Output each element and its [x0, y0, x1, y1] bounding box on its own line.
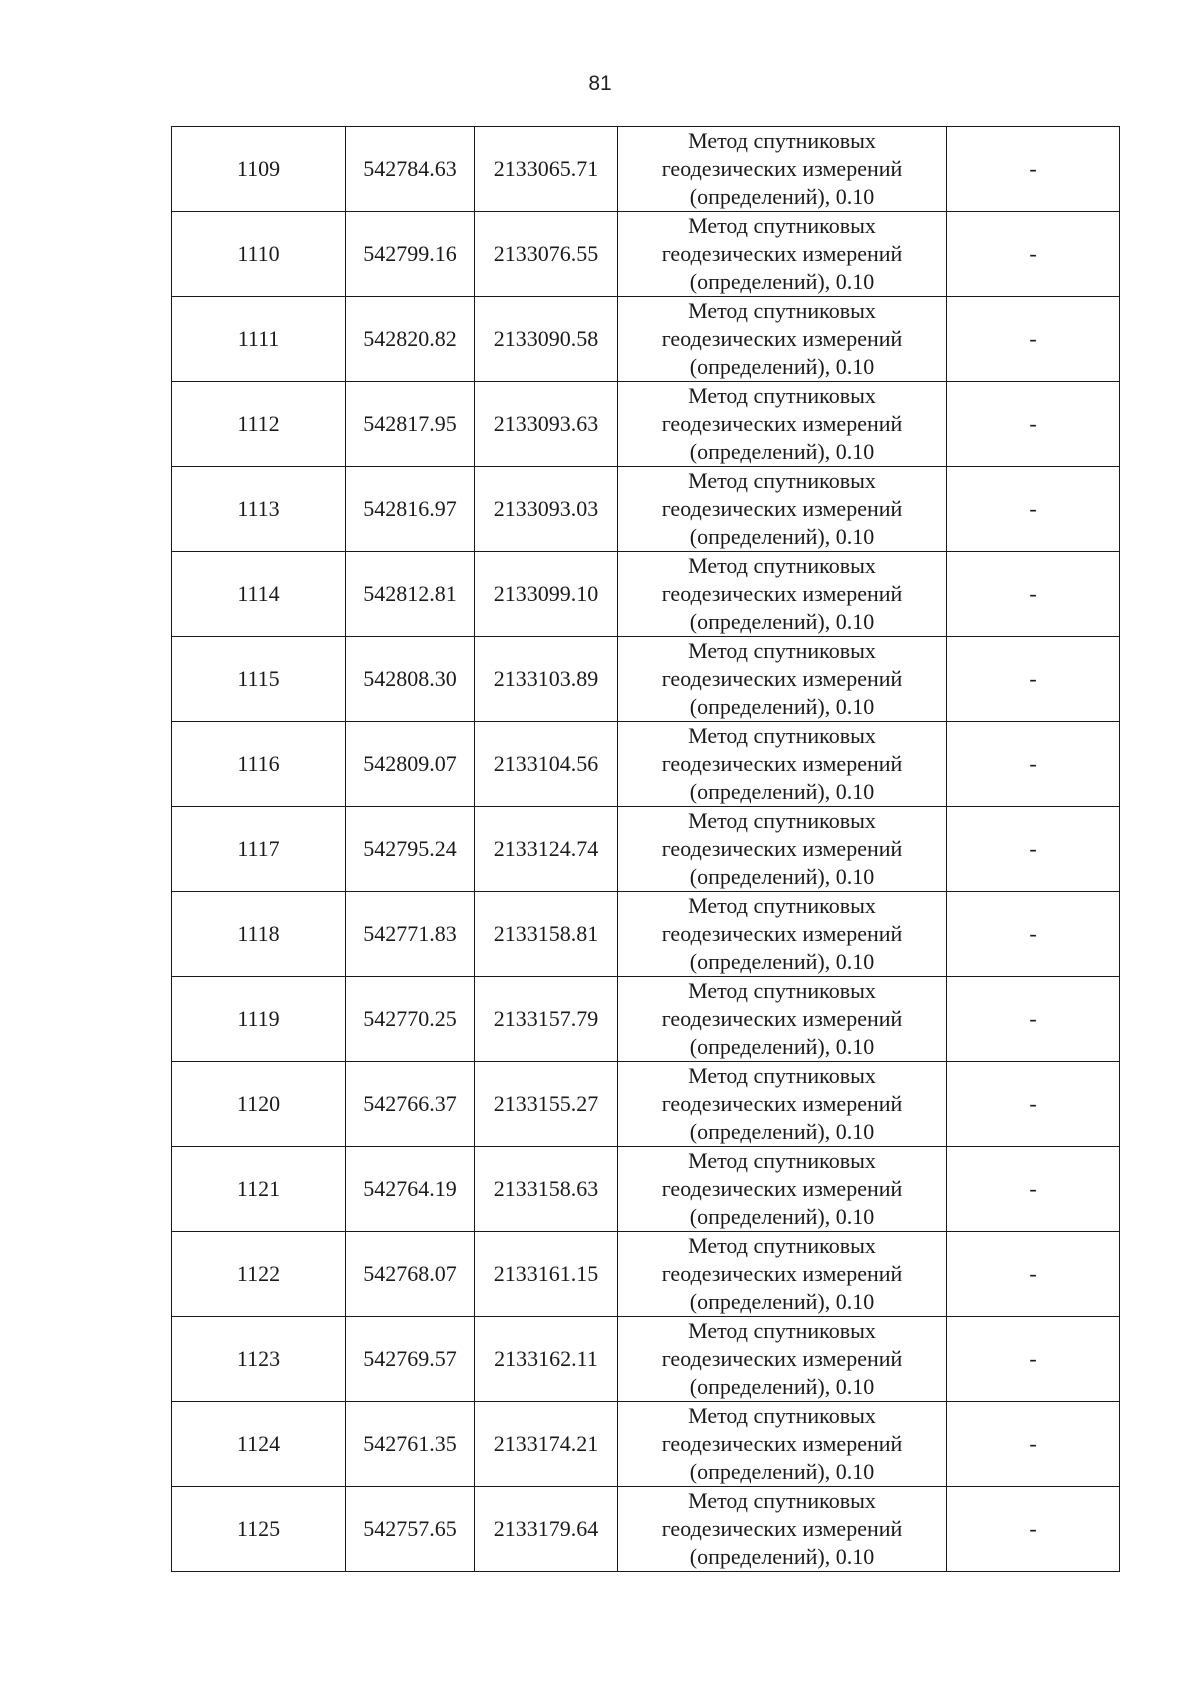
method-text-line-3: (определений), 0.10	[689, 1374, 875, 1399]
note-cell: -	[947, 297, 1120, 382]
point-number-cell: 1124	[172, 1402, 346, 1487]
point-number-cell: 1116	[172, 722, 346, 807]
method-cell	[618, 807, 947, 892]
table-row	[172, 467, 1120, 552]
x-coordinate-cell: 542770.25	[346, 977, 475, 1062]
method-text-line-1: Метод спутниковых	[688, 468, 876, 493]
y-coordinate-cell: 2133103.89	[475, 637, 618, 722]
note-cell: -	[947, 467, 1120, 552]
method-text-line-2: геодезических измерений	[661, 1346, 903, 1371]
method-text-line-1: Метод спутниковых	[688, 1488, 876, 1513]
y-coordinate-cell: 2133158.81	[475, 892, 618, 977]
point-number-cell: 1120	[172, 1062, 346, 1147]
method-text-line-3: (определений), 0.10	[689, 1204, 875, 1229]
method-text-line-3: (определений), 0.10	[689, 864, 875, 889]
y-coordinate-cell: 2133124.74	[475, 807, 618, 892]
x-coordinate-cell: 542768.07	[346, 1232, 475, 1317]
method-text-line-3: (определений), 0.10	[689, 694, 875, 719]
x-coordinate-cell: 542816.97	[346, 467, 475, 552]
method-text-line-2: геодезических измерений	[661, 1431, 903, 1456]
method-text-line-3: (определений), 0.10	[689, 354, 875, 379]
method-text-line-3: (определений), 0.10	[689, 439, 875, 464]
method-cell	[618, 722, 947, 807]
table-row	[172, 297, 1120, 382]
table-row	[172, 127, 1120, 212]
point-number-cell: 1119	[172, 977, 346, 1062]
y-coordinate-cell: 2133155.27	[475, 1062, 618, 1147]
method-text-line-2: геодезических измерений	[661, 666, 903, 691]
method-cell	[618, 892, 947, 977]
y-coordinate-cell: 2133179.64	[475, 1487, 618, 1572]
method-text-line-2: геодезических измерений	[661, 1091, 903, 1116]
note-cell: -	[947, 127, 1120, 212]
table-row	[172, 977, 1120, 1062]
point-number-cell: 1113	[172, 467, 346, 552]
method-cell	[618, 467, 947, 552]
note-cell: -	[947, 977, 1120, 1062]
note-cell: -	[947, 552, 1120, 637]
method-cell	[618, 1147, 947, 1232]
method-cell	[618, 1062, 947, 1147]
point-number-cell: 1122	[172, 1232, 346, 1317]
table-row	[172, 552, 1120, 637]
x-coordinate-cell: 542812.81	[346, 552, 475, 637]
method-text-line-2: геодезических измерений	[661, 326, 903, 351]
method-text-line-2: геодезических измерений	[661, 241, 903, 266]
x-coordinate-cell: 542799.16	[346, 212, 475, 297]
method-text-line-1: Метод спутниковых	[688, 1403, 876, 1428]
point-number-cell: 1110	[172, 212, 346, 297]
note-cell: -	[947, 1402, 1120, 1487]
method-text-line-1: Метод спутниковых	[688, 1148, 876, 1173]
method-text-line-1: Метод спутниковых	[688, 213, 876, 238]
method-cell	[618, 552, 947, 637]
table-row	[172, 1232, 1120, 1317]
note-cell: -	[947, 1317, 1120, 1402]
point-number-cell: 1123	[172, 1317, 346, 1402]
note-cell: -	[947, 637, 1120, 722]
note-cell: -	[947, 1232, 1120, 1317]
method-text-line-2: геодезических измерений	[661, 921, 903, 946]
point-number-cell: 1117	[172, 807, 346, 892]
y-coordinate-cell: 2133093.63	[475, 382, 618, 467]
x-coordinate-cell: 542764.19	[346, 1147, 475, 1232]
method-cell	[618, 1487, 947, 1572]
note-cell: -	[947, 1487, 1120, 1572]
note-cell: -	[947, 722, 1120, 807]
x-coordinate-cell: 542761.35	[346, 1402, 475, 1487]
note-cell: -	[947, 807, 1120, 892]
point-number-cell: 1121	[172, 1147, 346, 1232]
method-cell	[618, 297, 947, 382]
table-row	[172, 637, 1120, 722]
method-text-line-1: Метод спутниковых	[688, 893, 876, 918]
x-coordinate-cell: 542809.07	[346, 722, 475, 807]
y-coordinate-cell: 2133090.58	[475, 297, 618, 382]
coordinates-table	[171, 126, 1120, 1572]
note-cell: -	[947, 1062, 1120, 1147]
method-text-line-1: Метод спутниковых	[688, 298, 876, 323]
method-text-line-1: Метод спутниковых	[688, 1063, 876, 1088]
table-row	[172, 1317, 1120, 1402]
y-coordinate-cell: 2133076.55	[475, 212, 618, 297]
method-cell	[618, 1317, 947, 1402]
method-cell	[618, 1232, 947, 1317]
method-text-line-1: Метод спутниковых	[688, 553, 876, 578]
point-number-cell: 1114	[172, 552, 346, 637]
method-cell	[618, 1402, 947, 1487]
x-coordinate-cell: 542769.57	[346, 1317, 475, 1402]
method-text-line-1: Метод спутниковых	[688, 1233, 876, 1258]
page-number: 81	[588, 72, 612, 95]
point-number-cell: 1118	[172, 892, 346, 977]
note-cell: -	[947, 892, 1120, 977]
x-coordinate-cell: 542808.30	[346, 637, 475, 722]
method-cell	[618, 977, 947, 1062]
method-text-line-3: (определений), 0.10	[689, 1289, 875, 1314]
method-text-line-1: Метод спутниковых	[688, 383, 876, 408]
method-text-line-1: Метод спутниковых	[688, 723, 876, 748]
y-coordinate-cell: 2133174.21	[475, 1402, 618, 1487]
y-coordinate-cell: 2133099.10	[475, 552, 618, 637]
method-cell	[618, 127, 947, 212]
x-coordinate-cell: 542771.83	[346, 892, 475, 977]
method-text-line-3: (определений), 0.10	[689, 1544, 875, 1569]
x-coordinate-cell: 542820.82	[346, 297, 475, 382]
method-text-line-2: геодезических измерений	[661, 1006, 903, 1031]
note-cell: -	[947, 212, 1120, 297]
table-row	[172, 722, 1120, 807]
note-cell: -	[947, 382, 1120, 467]
point-number-cell: 1125	[172, 1487, 346, 1572]
method-text-line-2: геодезических измерений	[661, 581, 903, 606]
x-coordinate-cell: 542784.63	[346, 127, 475, 212]
method-text-line-3: (определений), 0.10	[689, 949, 875, 974]
method-text-line-3: (определений), 0.10	[689, 609, 875, 634]
table-row	[172, 1402, 1120, 1487]
method-text-line-3: (определений), 0.10	[689, 184, 875, 209]
point-number-cell: 1111	[172, 297, 346, 382]
method-text-line-2: геодезических измерений	[661, 1261, 903, 1286]
y-coordinate-cell: 2133104.56	[475, 722, 618, 807]
point-number-cell: 1112	[172, 382, 346, 467]
method-text-line-3: (определений), 0.10	[689, 1459, 875, 1484]
table-row	[172, 807, 1120, 892]
method-cell	[618, 637, 947, 722]
method-text-line-1: Метод спутниковых	[688, 808, 876, 833]
method-text-line-2: геодезических измерений	[661, 836, 903, 861]
method-text-line-2: геодезических измерений	[661, 1516, 903, 1541]
note-cell: -	[947, 1147, 1120, 1232]
table-row	[172, 892, 1120, 977]
method-text-line-1: Метод спутниковых	[688, 978, 876, 1003]
method-text-line-3: (определений), 0.10	[689, 1119, 875, 1144]
x-coordinate-cell: 542766.37	[346, 1062, 475, 1147]
method-text-line-3: (определений), 0.10	[689, 524, 875, 549]
method-text-line-2: геодезических измерений	[661, 156, 903, 181]
y-coordinate-cell: 2133158.63	[475, 1147, 618, 1232]
point-number-cell: 1115	[172, 637, 346, 722]
point-number-cell: 1109	[172, 127, 346, 212]
method-text-line-3: (определений), 0.10	[689, 269, 875, 294]
y-coordinate-cell: 2133161.15	[475, 1232, 618, 1317]
method-cell	[618, 212, 947, 297]
x-coordinate-cell: 542795.24	[346, 807, 475, 892]
method-text-line-1: Метод спутниковых	[688, 1318, 876, 1343]
method-text-line-3: (определений), 0.10	[689, 1034, 875, 1059]
table-row	[172, 1147, 1120, 1232]
method-text-line-1: Метод спутниковых	[688, 128, 876, 153]
method-cell	[618, 382, 947, 467]
table-row	[172, 1487, 1120, 1572]
method-text-line-3: (определений), 0.10	[689, 779, 875, 804]
method-text-line-2: геодезических измерений	[661, 496, 903, 521]
y-coordinate-cell: 2133093.03	[475, 467, 618, 552]
x-coordinate-cell: 542817.95	[346, 382, 475, 467]
method-text-line-1: Метод спутниковых	[688, 638, 876, 663]
method-text-line-2: геодезических измерений	[661, 1176, 903, 1201]
x-coordinate-cell: 542757.65	[346, 1487, 475, 1572]
y-coordinate-cell: 2133065.71	[475, 127, 618, 212]
table-row	[172, 382, 1120, 467]
method-text-line-2: геодезических измерений	[661, 751, 903, 776]
y-coordinate-cell: 2133162.11	[475, 1317, 618, 1402]
method-text-line-2: геодезических измерений	[661, 411, 903, 436]
table-row	[172, 212, 1120, 297]
table-row	[172, 1062, 1120, 1147]
coordinates-table-body	[172, 127, 1120, 1572]
y-coordinate-cell: 2133157.79	[475, 977, 618, 1062]
